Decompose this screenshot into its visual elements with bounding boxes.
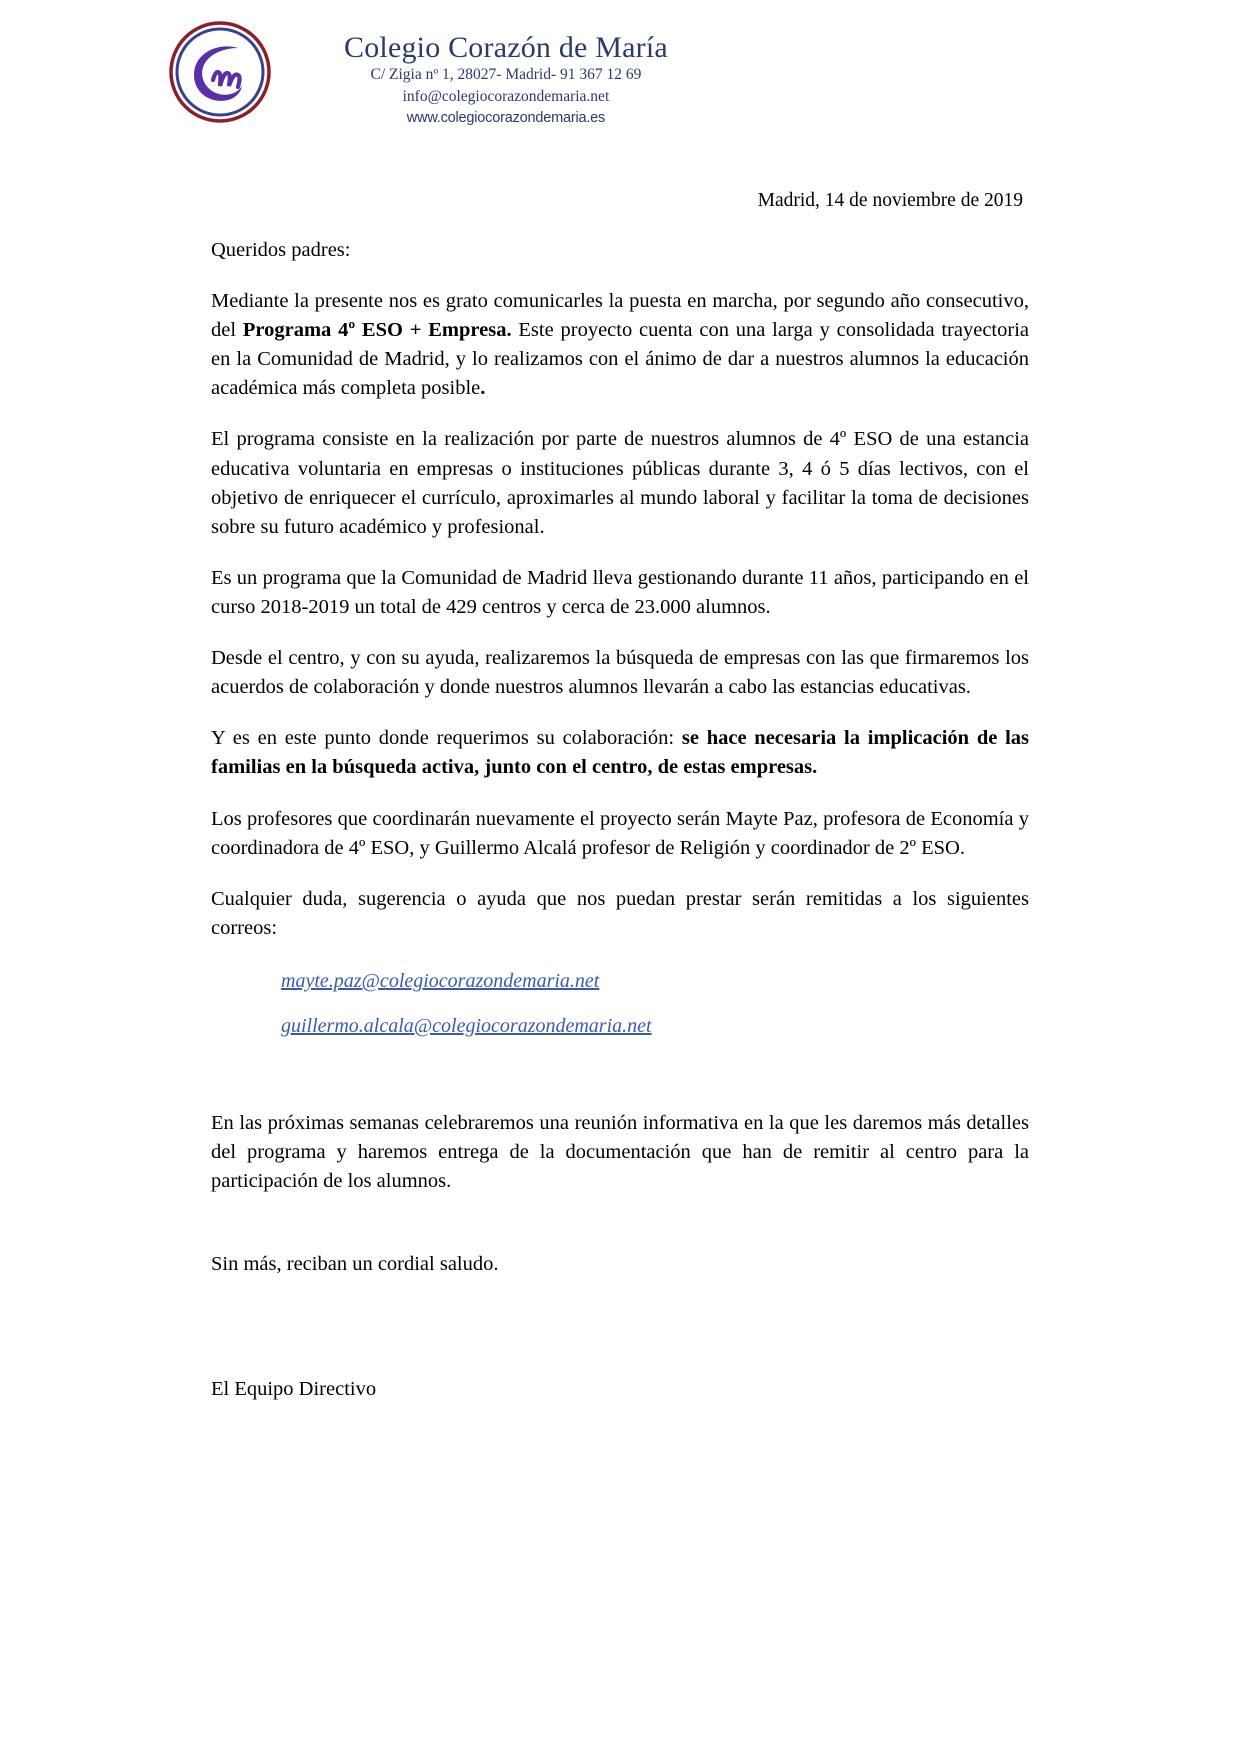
- email-link-mayte-paz[interactable]: mayte.paz@colegiocorazondemaria.net: [281, 969, 600, 992]
- school-address: C/ Zigia nº 1, 28027- Madrid- 91 367 12 69: [370, 66, 642, 84]
- paragraph-5-text: Y es en este punto donde requerimos su colaboración:: [211, 727, 682, 750]
- paragraph-1: [211, 287, 1029, 403]
- school-name: Colegio Corazón de María: [344, 31, 668, 64]
- letter-salutation: Queridos padres:: [211, 239, 351, 262]
- letterhead-text: [344, 14, 668, 129]
- paragraph-6: Los profesores que coordinarán nuevamente el proyecto serán Mayte Paz, profesora de Economía y coordinadora de 4º ESO, y Guillermo Alcalá profesor de Religión y coordinador de 2º ESO.: [211, 807, 1029, 859]
- email-link-guillermo-alcala[interactable]: guillermo.alcala@colegiocorazondemaria.net: [281, 1014, 652, 1037]
- paragraph-1-text-b: Este proyecto cuenta con una larga y consolidada trayectoria en la Comunidad de Madrid, y lo realizamos con el ánimo de dar a nuestros alumnos la educación académica más completa posible: [211, 319, 1030, 400]
- paragraph-4: Desde el centro, y con su ayuda, realizaremos la búsqueda de empresas con las que firmaremos los acuerdos de colaboración y donde nuestros alumnos llevarán a cabo las estancias educativas.: [211, 647, 1029, 699]
- paragraph-1-text-a: Mediante la presente nos es grato comunicarles la puesta en marcha, por segundo año consecutivo, del: [211, 290, 1029, 342]
- paragraph-3: Es un programa que la Comunidad de Madrid lleva gestionando durante 11 años, participando en el curso 2018-2019 un total de 429 centros y cerca de 23.000 alumnos.: [211, 566, 1029, 618]
- school-email: info@colegiocorazondemaria.net: [402, 88, 610, 106]
- paragraph-5: [211, 724, 1029, 782]
- paragraph-1-bold-end: .: [480, 377, 486, 400]
- school-crest-icon: [168, 20, 272, 124]
- paragraph-2: El programa consiste en la realización por parte de nuestros alumnos de 4º ESO de una estancia educativa voluntaria en empresas o instituciones públicas durante 3, 4 ó 5 días lectivos, con el objetivo de enriquecer el currículo, aproximarles al mundo laboral y facilitar la toma de decisiones sobre su futuro académico y profesional.: [211, 428, 1029, 538]
- letter-body: [211, 188, 1029, 1404]
- letter-date: Madrid, 14 de noviembre de 2019: [757, 190, 1023, 211]
- paragraph-8: En las próximas semanas celebraremos una reunión informativa en la que les daremos más detalles del programa y haremos entrega de la documentación que han de remitir al centro para la participación de los alumnos.: [211, 1111, 1029, 1193]
- paragraph-1-bold-program: Programa 4º ESO + Empresa.: [242, 319, 512, 342]
- contact-email-list: [281, 969, 1029, 1039]
- letter-signature: El Equipo Directivo: [211, 1378, 377, 1400]
- paragraph-7: Cualquier duda, sugerencia o ayuda que nos puedan prestar serán remitidas a los siguientes correos:: [211, 887, 1029, 939]
- letterhead: [168, 0, 1240, 144]
- paragraph-5-bold-call-to-action: se hace necesaria la implicación de las familias en la búsqueda activa, junto con el centro, de estas empresas.: [211, 727, 1029, 779]
- school-website: www.colegiocorazondemaria.es: [406, 110, 606, 127]
- spacer-after-emails: [211, 1059, 1029, 1087]
- letter-closing: Sin más, reciban un cordial saludo.: [211, 1253, 499, 1276]
- school-logo: [168, 20, 272, 124]
